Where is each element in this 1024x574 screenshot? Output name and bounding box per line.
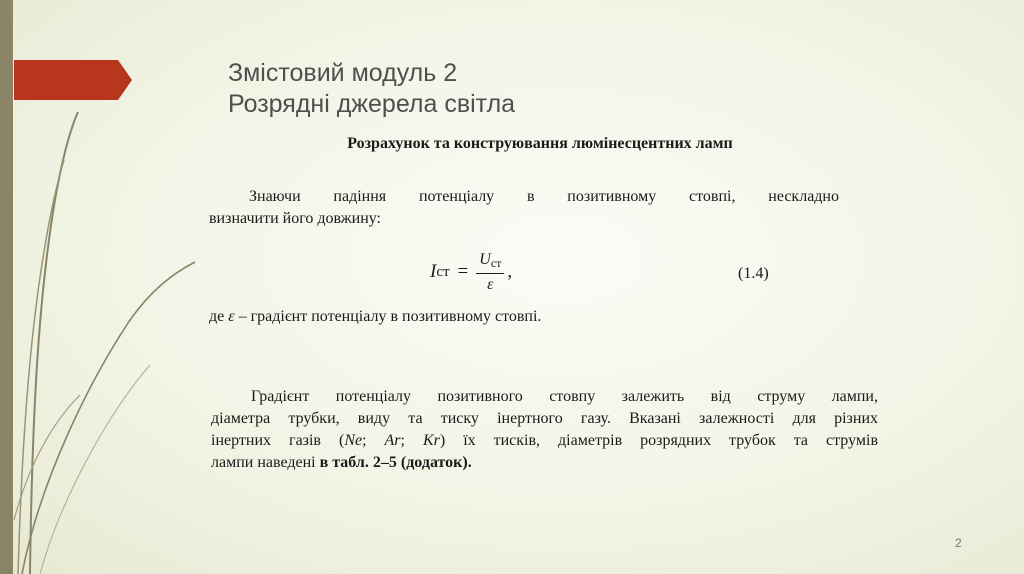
decor-curve-3: [22, 262, 195, 574]
paragraph-3-line-4: [211, 452, 878, 474]
formula-lhs: I: [430, 261, 437, 282]
section-heading: Розрахунок та конструювання люмінесцентних ламп: [347, 135, 733, 152]
decor-curve-2: [18, 160, 64, 574]
formula-denominator: ε: [487, 275, 494, 293]
paragraph-3-line-1: Градієнт потенціалу позитивного стовпу залежить від струму лампи,: [251, 388, 878, 405]
decor-curve-4: [14, 395, 80, 520]
gas-ar: Ar: [384, 432, 401, 449]
page-number: 2: [955, 536, 962, 550]
paragraph-3: [211, 386, 878, 474]
formula-lhs-subscript: ст: [436, 263, 450, 280]
decor-curve-5: [40, 365, 150, 574]
equation-number: (1.4): [738, 265, 769, 282]
formula-numerator-symbol: U: [479, 250, 491, 268]
line-4-start: лампи наведені: [211, 454, 320, 471]
formula-comma: ,: [507, 261, 513, 282]
formula-numerator: [476, 251, 504, 274]
gas-separator-2: ;: [400, 432, 423, 449]
formula-numerator-subscript: ст: [490, 255, 502, 270]
formula: [430, 247, 512, 297]
where-text: – градієнт потенціалу в позитивному стовпі.: [234, 308, 542, 325]
formula-fraction: [476, 251, 504, 294]
paragraph-1-line-2: визначити його довжину:: [209, 210, 381, 227]
title-line-2: Розрядні джерела світла: [228, 90, 516, 118]
slide-title: [228, 58, 515, 120]
decorative-curves: [0, 0, 240, 574]
formula-equals: =: [457, 261, 469, 282]
paragraph-1-line-1: Знаючи падіння потенціалу в позитивному стовпі, нескладно: [249, 188, 839, 205]
paragraph-3-line-2: діаметра трубки, виду та тиску інертного газу. Вказані залежності для різних: [211, 410, 878, 427]
gas-kr: Kr: [422, 432, 440, 449]
paragraph-1: [209, 186, 839, 230]
paragraph-2: [209, 306, 541, 328]
title-arrow-shape: [14, 60, 132, 100]
line-3-start: інертних газів (: [211, 432, 345, 449]
gas-separator-1: ;: [362, 432, 385, 449]
where-symbol: ε: [228, 308, 235, 325]
decor-curve-1: [30, 112, 78, 574]
where-prefix: де: [209, 308, 229, 325]
gas-ne: Ne: [344, 432, 363, 449]
line-3-end: ) їх тисків, діаметрів розрядних трубок та струмів: [439, 432, 878, 449]
paragraph-3-line-3: [211, 430, 878, 452]
table-reference: в табл. 2–5 (додаток).: [319, 454, 472, 471]
title-line-1: Змістовий модуль 2: [228, 59, 458, 87]
